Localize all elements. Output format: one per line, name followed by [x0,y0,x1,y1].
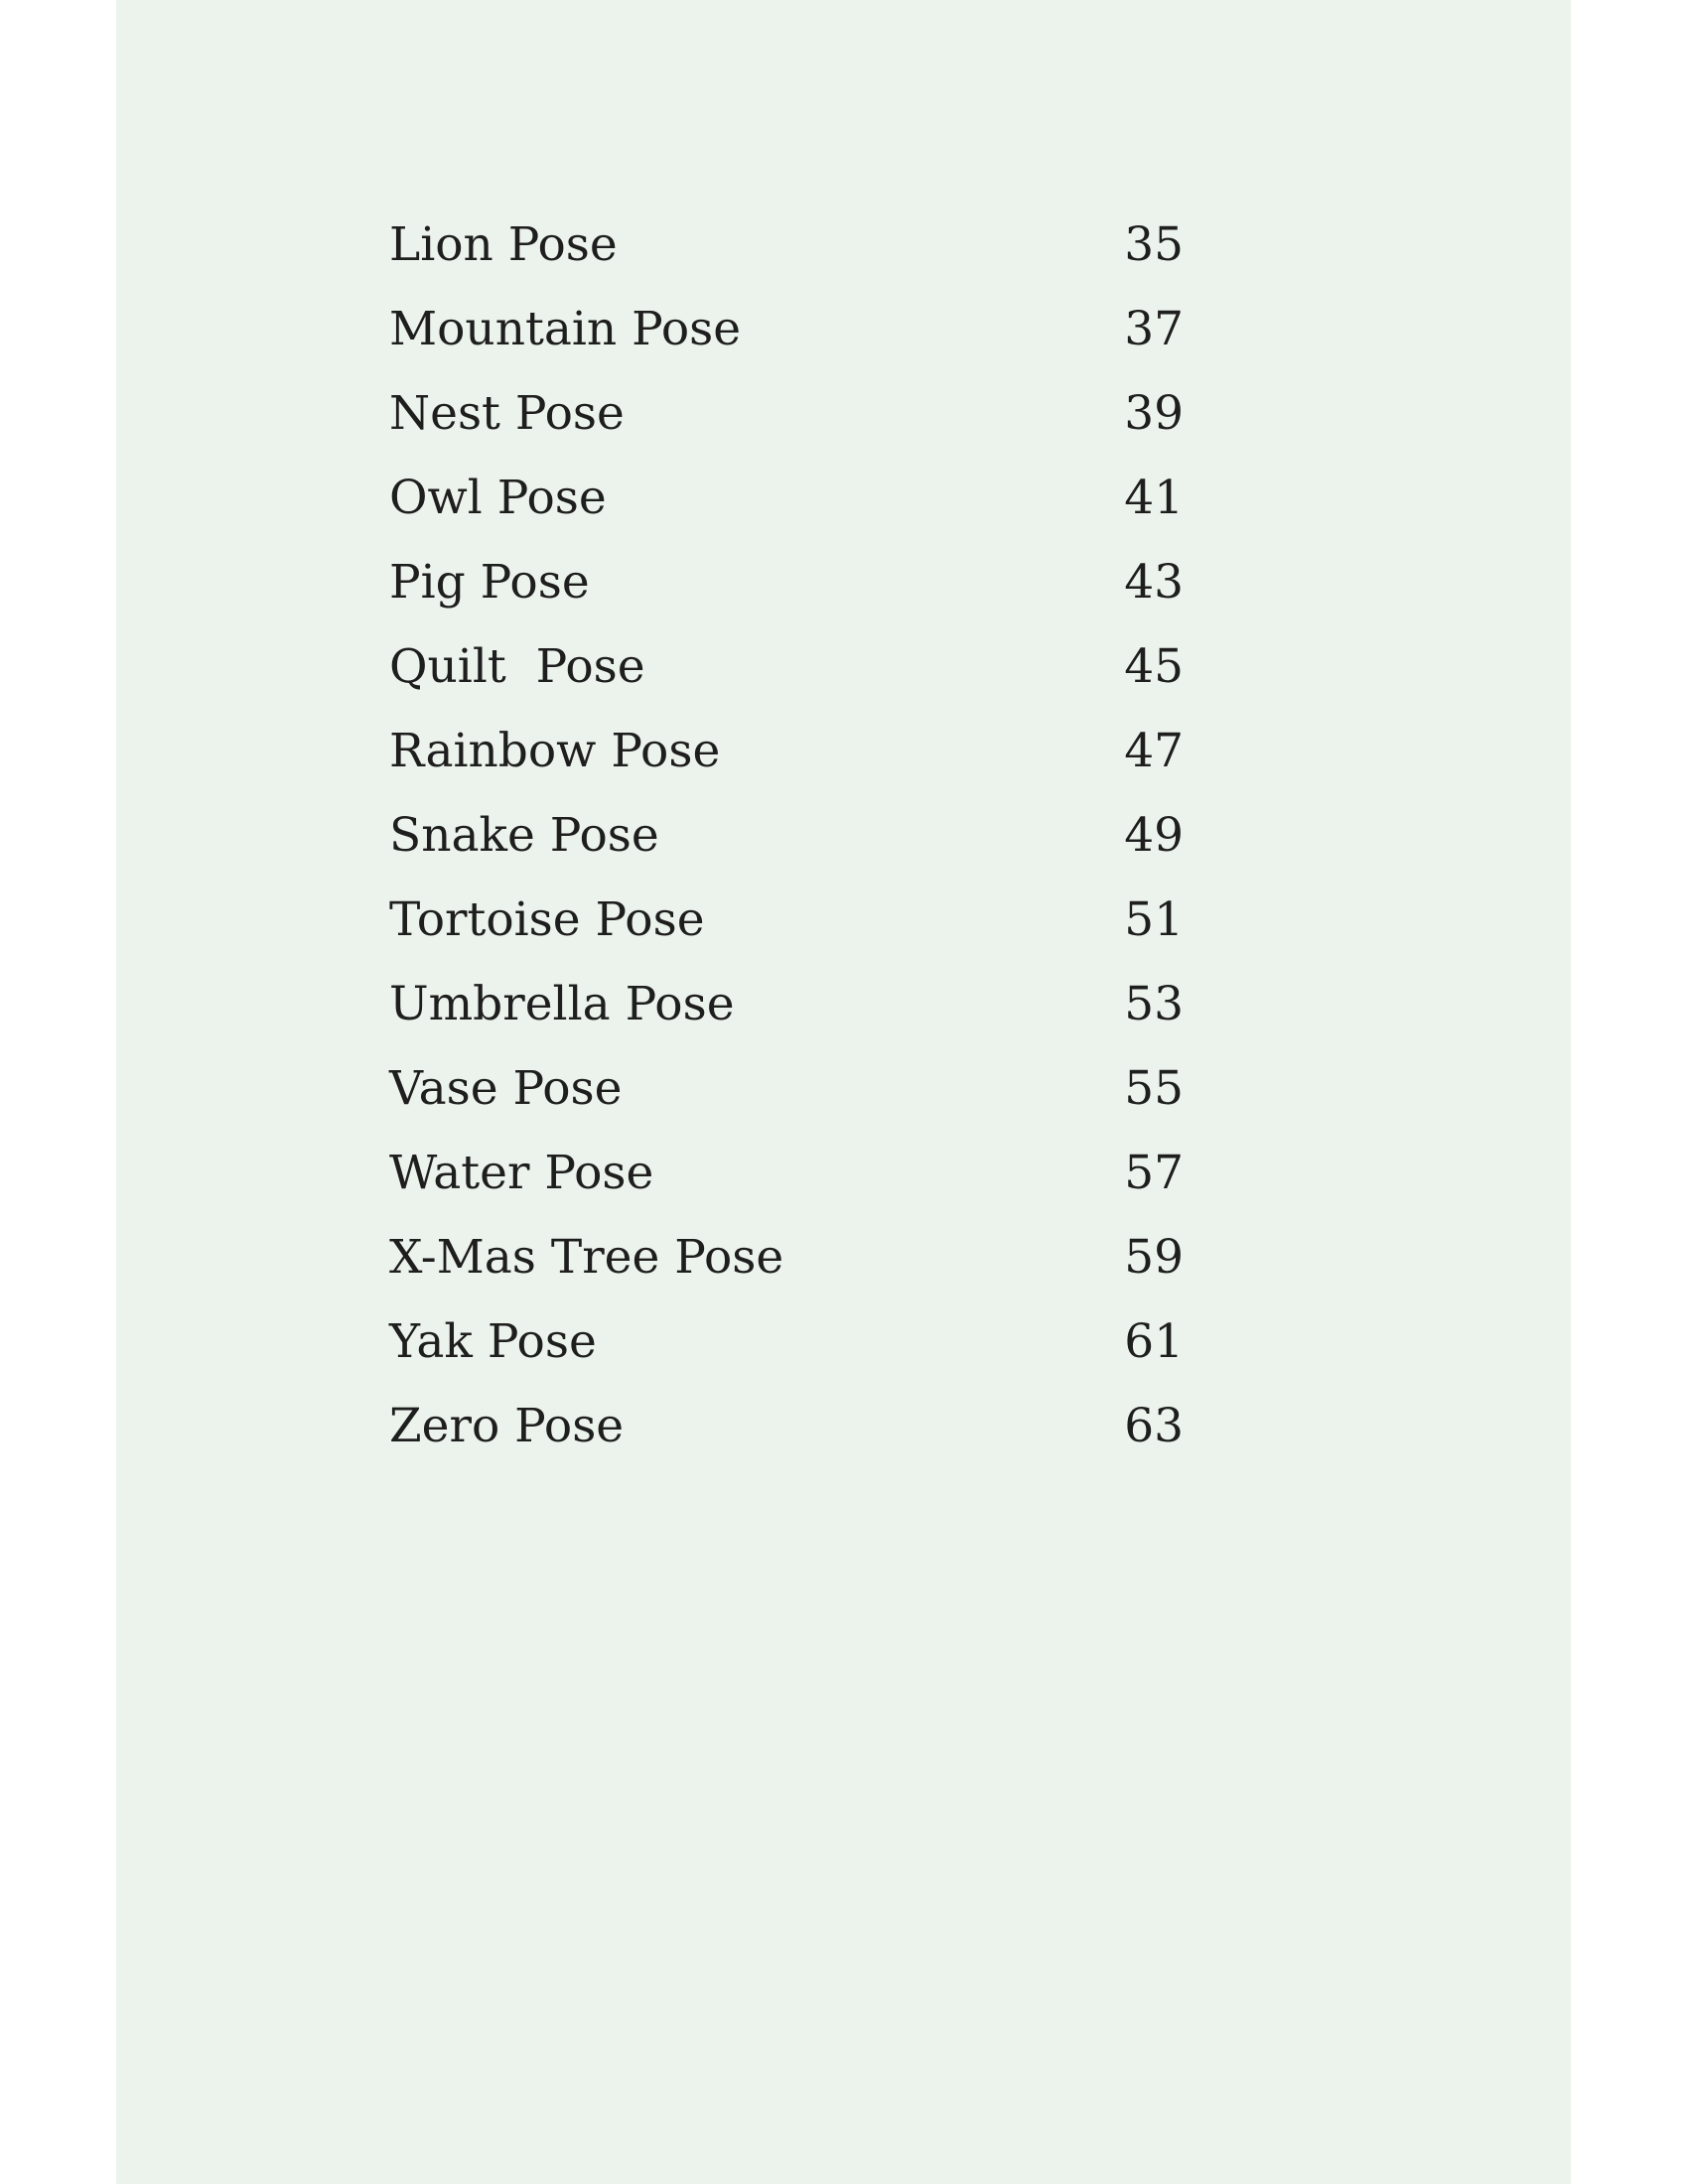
toc-entry-title: Snake Pose [389,808,659,863]
toc-entry-title: Tortoise Pose [389,892,705,947]
toc-entry-page: 63 [1124,1399,1184,1453]
toc-entry-page: 53 [1124,977,1184,1031]
toc-entry [389,540,1308,624]
toc-entry-page: 47 [1124,724,1184,778]
toc-entry [389,624,1308,709]
toc-entry [389,1299,1308,1384]
toc-entry-page: 35 [1124,217,1184,272]
table-of-contents [389,203,1308,1468]
toc-entry-title: Pig Pose [389,555,590,610]
toc-entry-page: 51 [1124,892,1184,947]
toc-entry-title: Quilt Pose [389,639,645,694]
toc-entry [389,287,1308,371]
toc-entry [389,203,1308,287]
toc-entry [389,878,1308,962]
toc-entry [389,1384,1308,1468]
toc-entry-page: 39 [1124,386,1184,441]
toc-entry-page: 45 [1124,639,1184,694]
toc-entry-title: Rainbow Pose [389,724,721,778]
toc-entry-page: 55 [1124,1061,1184,1116]
document-page [116,0,1571,2184]
toc-entry [389,1131,1308,1215]
toc-entry-title: Water Pose [389,1146,654,1200]
toc-entry [389,709,1308,793]
toc-entry-title: Vase Pose [389,1061,623,1116]
toc-entry [389,793,1308,878]
toc-entry-title: X-Mas Tree Pose [389,1230,784,1285]
toc-entry-page: 37 [1124,302,1184,356]
toc-entry-title: Nest Pose [389,386,625,441]
toc-entry-page: 41 [1124,471,1184,525]
toc-entry-page: 59 [1124,1230,1184,1285]
toc-entry-page: 43 [1124,555,1184,610]
toc-entry [389,962,1308,1046]
toc-entry-page: 49 [1124,808,1184,863]
toc-entry-title: Umbrella Pose [389,977,735,1031]
toc-entry-page: 61 [1124,1314,1184,1369]
toc-entry [389,1046,1308,1131]
toc-entry-title: Mountain Pose [389,302,742,356]
toc-entry-title: Yak Pose [389,1314,597,1369]
toc-entry [389,1215,1308,1299]
toc-entry-title: Zero Pose [389,1399,625,1453]
toc-entry-title: Owl Pose [389,471,607,525]
toc-entry-page: 57 [1124,1146,1184,1200]
toc-entry [389,456,1308,540]
toc-entry [389,371,1308,456]
toc-entry-title: Lion Pose [389,217,618,272]
